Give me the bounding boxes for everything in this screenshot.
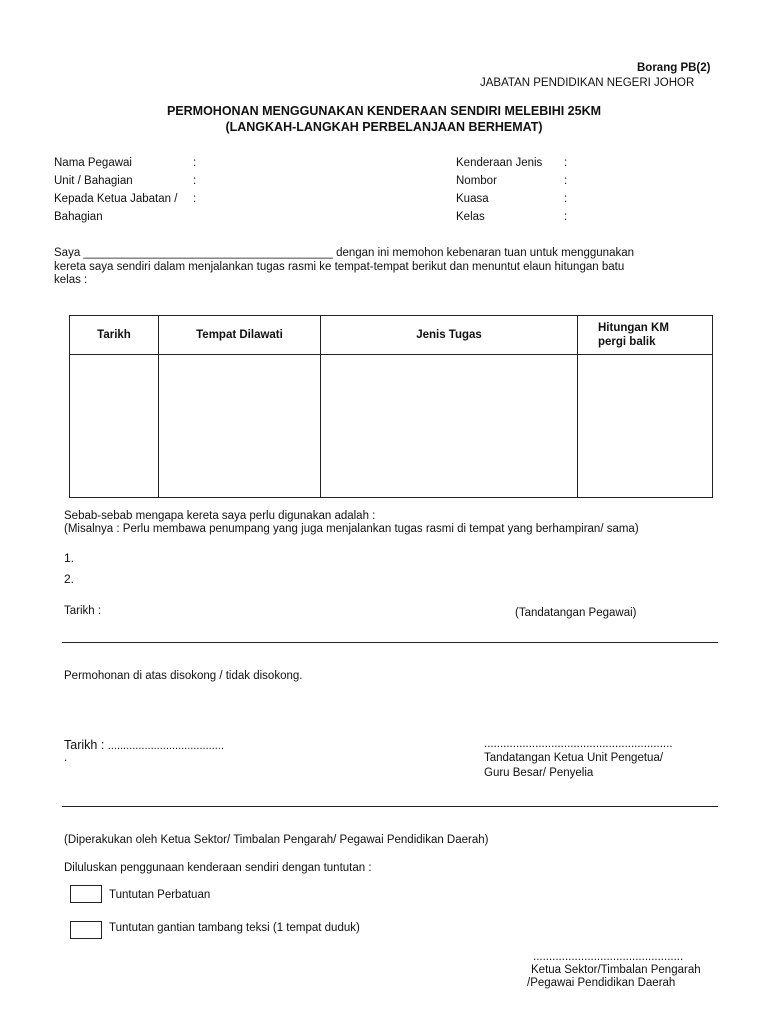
approval-sign-dots: ............................................... bbox=[533, 951, 684, 963]
support-sign-dots: ........................................................... bbox=[484, 738, 673, 750]
support-statement: Permohonan di atas disokong / tidak disokong. bbox=[64, 670, 303, 682]
reasons-intro: Sebab-sebab mengapa kereta saya perlu digunakan adalah : bbox=[64, 510, 376, 522]
applicant-date-label: Tarikh : bbox=[64, 605, 102, 617]
support-date-label: Tarikh : bbox=[64, 738, 105, 752]
cell-tempat[interactable] bbox=[159, 355, 321, 498]
option-tuntutan-teksi: Tuntutan gantian tambang teksi (1 tempat duduk) bbox=[109, 922, 360, 934]
col-header-tarikh: Tarikh bbox=[70, 316, 159, 355]
field-kepada-ketua: Kepada Ketua Jabatan / bbox=[54, 193, 178, 205]
field-colon: : bbox=[193, 193, 197, 205]
endorsed-by: (Diperakukan oleh Ketua Sektor/ Timbalan Pengarah/ Pegawai Pendidikan Daerah) bbox=[64, 834, 489, 846]
field-kuasa: Kuasa bbox=[456, 193, 489, 205]
field-colon: : bbox=[564, 157, 568, 169]
field-kelas: Kelas bbox=[456, 211, 485, 223]
form-subtitle: (LANGKAH-LANGKAH PERBELANJAAN BERHEMAT) bbox=[225, 120, 543, 134]
divider bbox=[62, 642, 718, 643]
col-header-hitungan-line1: Hitungan KM bbox=[598, 322, 669, 334]
option-tuntutan-perbatuan: Tuntutan Perbatuan bbox=[109, 889, 211, 901]
cell-tarikh[interactable] bbox=[70, 355, 159, 498]
field-colon: : bbox=[564, 193, 568, 205]
reason-item-2: 2. bbox=[64, 572, 75, 586]
col-header-tempat: Tempat Dilawati bbox=[159, 316, 321, 355]
support-date-dots: ...................................... bbox=[107, 740, 224, 752]
declaration-prefix: Saya bbox=[54, 247, 81, 259]
reason-item-1: 1. bbox=[64, 551, 75, 565]
declaration-line1 bbox=[54, 247, 634, 259]
field-colon: : bbox=[564, 211, 568, 223]
support-sign-line1: Tandatangan Ketua Unit Pengetua/ bbox=[484, 752, 664, 764]
field-unit-bahagian: Unit / Bahagian bbox=[54, 175, 133, 187]
field-colon: : bbox=[193, 157, 197, 169]
applicant-signature-label: (Tandatangan Pegawai) bbox=[515, 607, 637, 619]
col-header-hitungan bbox=[578, 316, 713, 355]
form-code: Borang PB(2) bbox=[637, 62, 711, 74]
reasons-example: (Misalnya : Perlu membawa penumpang yang juga menjalankan tugas rasmi di tempat yang berhampiran/ sama) bbox=[64, 523, 639, 535]
field-nama-pegawai: Nama Pegawai bbox=[54, 157, 132, 169]
support-date bbox=[64, 738, 224, 752]
table-header-row bbox=[70, 316, 713, 355]
approval-sign-line2: /Pegawai Pendidikan Daerah bbox=[527, 977, 676, 989]
cell-hitungan[interactable] bbox=[578, 355, 713, 498]
form-title: PERMOHONAN MENGGUNAKAN KENDERAAN SENDIRI MELEBIHI 25KM bbox=[166, 104, 602, 118]
cell-jenis[interactable] bbox=[321, 355, 578, 498]
declaration-line2: kereta saya sendiri dalam menjalankan tugas rasmi ke tempat-tempat berikut dan menuntut elaun hitungan batu bbox=[54, 261, 625, 273]
department-name: JABATAN PENDIDIKAN NEGERI JOHOR bbox=[480, 77, 695, 89]
col-header-jenis: Jenis Tugas bbox=[321, 316, 578, 355]
declaration-line3: kelas : bbox=[54, 274, 88, 286]
name-blank: _______________________________________ bbox=[83, 247, 333, 259]
field-colon: : bbox=[193, 175, 197, 187]
field-bahagian: Bahagian bbox=[54, 211, 103, 223]
checkbox-tuntutan-teksi[interactable] bbox=[70, 921, 102, 939]
field-nombor: Nombor bbox=[456, 175, 497, 187]
support-sign-line2: Guru Besar/ Penyelia bbox=[484, 767, 594, 779]
declaration-text: dengan ini memohon kebenaran tuan untuk menggunakan bbox=[336, 247, 635, 259]
approval-sign-line1: Ketua Sektor/Timbalan Pengarah bbox=[531, 964, 701, 976]
checkbox-tuntutan-perbatuan[interactable] bbox=[70, 885, 102, 903]
stray-dot: . bbox=[64, 752, 68, 764]
table-row bbox=[70, 355, 713, 498]
field-kenderaan-jenis: Kenderaan Jenis bbox=[456, 157, 543, 169]
trip-table bbox=[69, 315, 713, 498]
field-colon: : bbox=[564, 175, 568, 187]
approval-statement: Diluluskan penggunaan kenderaan sendiri dengan tuntutan : bbox=[64, 862, 372, 874]
col-header-hitungan-line2: pergi balik bbox=[598, 336, 656, 348]
divider bbox=[62, 806, 718, 807]
